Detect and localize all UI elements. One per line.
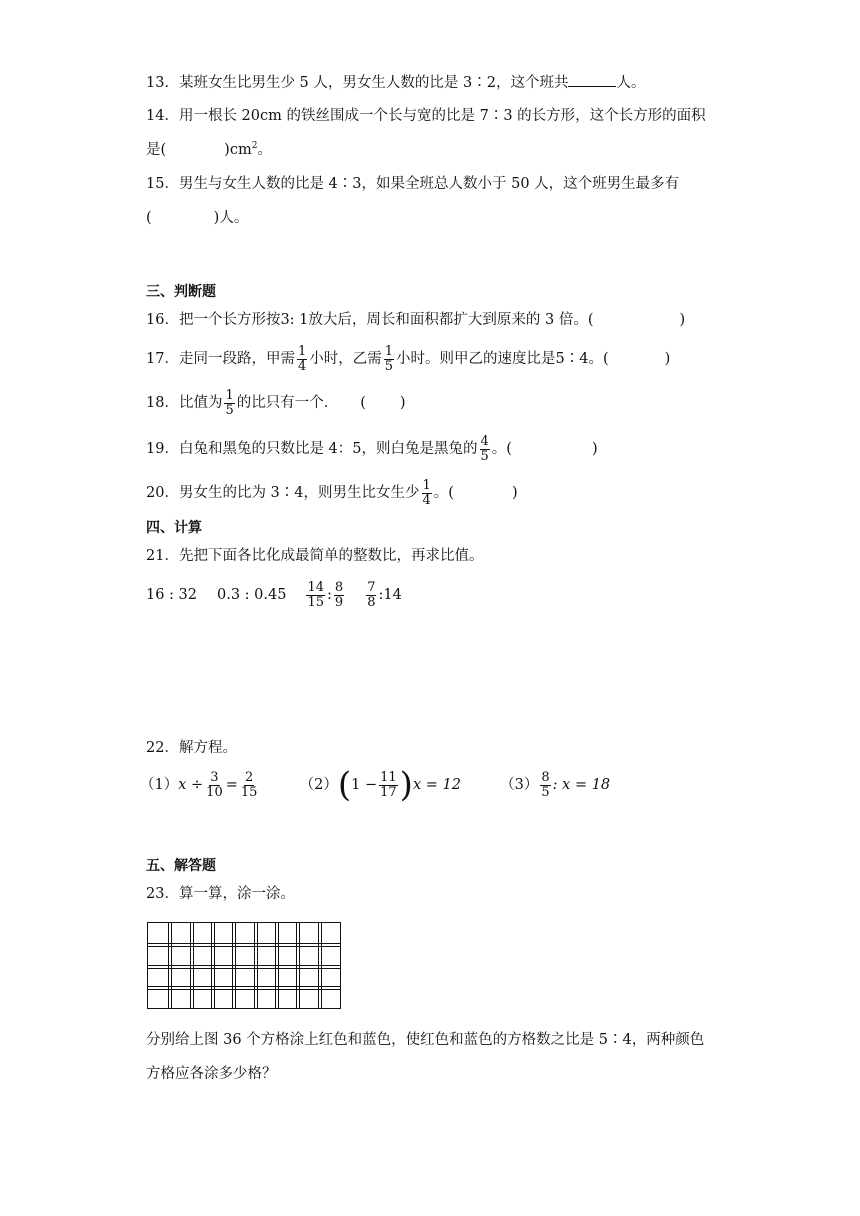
question-text: 是( <box>146 142 167 158</box>
ratio-4-value: 14 <box>383 587 402 603</box>
fraction: $\frac{1}{4}$ <box>422 477 431 508</box>
question-text: 走同一段路，甲需 <box>178 351 295 367</box>
question-13 <box>146 72 645 93</box>
unit-text: )cm <box>224 142 252 158</box>
equation-3-rhs: : x = 18 <box>552 777 611 793</box>
grid-line-horizontal <box>148 965 340 966</box>
question-number: 14． <box>146 108 179 124</box>
ratio-expressions <box>146 577 402 613</box>
question-23 <box>146 884 295 904</box>
question-text: 用一根长 20cm 的铁丝围成一个长与宽的比是 7∶3 的长方形，这个长方形的面积 <box>178 108 706 124</box>
coloring-grid[interactable] <box>147 922 341 1009</box>
equation-3-label: （3） <box>500 777 539 793</box>
paren-close: ) <box>679 312 686 328</box>
grid-line-horizontal <box>148 986 340 987</box>
ratio-3-fraction-a: $\frac{14}{15}$ <box>307 579 325 610</box>
unit-superscript: 2 <box>251 141 258 152</box>
question-text: 小时。则甲乙的速度比是5∶4。( <box>396 351 609 367</box>
answer-blank[interactable] <box>568 72 616 87</box>
equation-1-lhs: x ÷ <box>178 777 204 793</box>
ratio-1: 16 : 32 <box>146 587 198 603</box>
paren-open: ( <box>146 210 152 226</box>
question-15 <box>146 174 679 194</box>
paren-close: ) <box>511 485 518 501</box>
ratio-4-fraction: $\frac{7}{8}$ <box>367 579 376 610</box>
colon: : <box>378 587 384 603</box>
equation-2-label: （2） <box>299 777 338 793</box>
section-title: 五、解答题 <box>146 858 216 874</box>
question-22 <box>146 738 237 758</box>
question-text: 某班女生比男生少 5 人，男女生人数的比是 3∶2，这个班共 <box>178 75 569 91</box>
question-number: 20． <box>146 485 179 501</box>
question-20 <box>146 476 518 510</box>
fraction: $\frac{11}{17}$ <box>380 769 397 800</box>
question-number: 19． <box>146 441 179 457</box>
question-text: 的比只有一个． <box>236 395 339 411</box>
equation-1-label: （1） <box>140 777 179 793</box>
question-17 <box>146 342 670 376</box>
grid-line-horizontal <box>148 968 340 969</box>
question-23-text-line2: 方格应各涂多少格？ <box>146 1066 277 1082</box>
fraction: $\frac{1}{5}$ <box>225 387 234 418</box>
fraction: $\frac{8}{5}$ <box>541 769 550 800</box>
question-text: 比值为 <box>178 395 223 411</box>
question-18 <box>146 386 406 420</box>
question-text: 男生与女生人数的比是 4∶3，如果全班总人数小于 50 人，这个班男生最多有 <box>178 176 680 192</box>
ratio-2: 0.3 : 0.45 <box>217 587 287 603</box>
question-text: 。( <box>433 485 454 501</box>
question-14 <box>146 106 706 126</box>
fraction: $\frac{2}{15}$ <box>240 769 258 800</box>
question-21 <box>146 546 483 566</box>
fraction: $\frac{4}{5}$ <box>480 433 489 464</box>
question-text: 把一个长方形按3: 1放大后，周长和面积都扩大到原来的 3 倍。( <box>178 312 594 328</box>
question-number: 13． <box>146 75 179 91</box>
paren-close: ) <box>591 441 598 457</box>
paren-open: ( <box>337 765 352 805</box>
question-text-end: 人。 <box>616 75 646 91</box>
fraction: $\frac{1}{4}$ <box>297 343 307 374</box>
equation-2-rhs: x = 12 <box>412 777 461 793</box>
question-number: 21． <box>146 548 179 564</box>
colon: : <box>327 587 332 603</box>
question-text: 白兔和黑兔的只数比是 4：5，则白兔是黑兔的 <box>178 441 478 457</box>
question-text: 。( <box>491 441 512 457</box>
paren-close: ) <box>664 351 671 367</box>
punctuation: 。 <box>257 142 272 158</box>
question-number: 23． <box>146 886 179 902</box>
paren-close: ) <box>399 395 406 411</box>
section-title: 四、计算 <box>146 520 202 536</box>
paren-open: ( <box>360 395 366 411</box>
question-19 <box>146 432 598 466</box>
question-14-line2 <box>146 140 272 160</box>
question-number: 16． <box>146 312 179 328</box>
equation-2-term: 1 − <box>351 777 378 793</box>
question-text: 男女生的比为 3∶4，则男生比女生少 <box>178 485 420 501</box>
fraction: $\frac{3}{10}$ <box>206 769 223 800</box>
equations-row <box>140 766 610 804</box>
grid-line-horizontal <box>148 946 340 947</box>
question-number: 15． <box>146 176 179 192</box>
question-text: 小时，乙需 <box>309 351 382 367</box>
grid-line-horizontal <box>148 989 340 990</box>
question-15-line2 <box>146 208 248 228</box>
question-number: 18． <box>146 395 179 411</box>
question-text: 先把下面各比化成最简单的整数比，再求比值。 <box>178 548 484 564</box>
equals-sign: = <box>225 777 238 793</box>
paren-close: ) <box>399 765 413 805</box>
question-16 <box>146 310 685 330</box>
section-title: 三、判断题 <box>146 284 216 300</box>
question-text: 解方程。 <box>178 740 237 756</box>
grid-line-horizontal <box>148 943 340 944</box>
fraction: $\frac{1}{5}$ <box>384 343 394 374</box>
question-23-text-line1: 分别给上图 36 个方格涂上红色和蓝色，使红色和蓝色的方格数之比是 5∶4，两种颜色 <box>146 1032 705 1048</box>
question-number: 17． <box>146 351 179 367</box>
ratio-3-fraction-b: $\frac{8}{9}$ <box>334 579 344 610</box>
question-number: 22． <box>146 740 179 756</box>
question-text-end: )人。 <box>213 210 249 226</box>
question-text: 算一算，涂一涂。 <box>178 886 295 902</box>
